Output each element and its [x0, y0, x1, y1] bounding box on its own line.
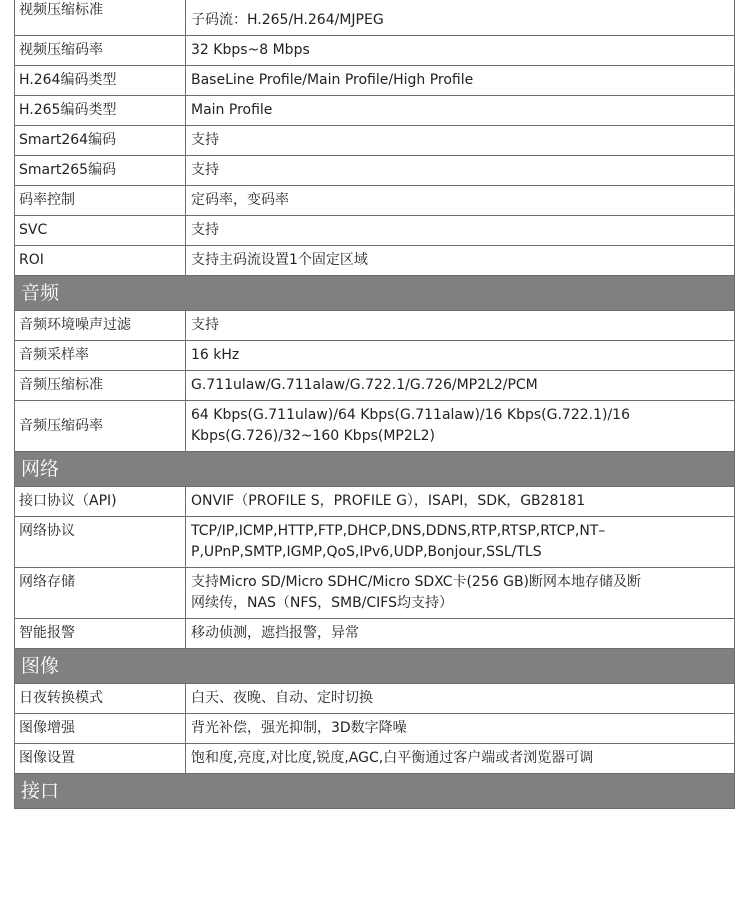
spec-row — [15, 186, 735, 216]
spec-value-line: 定码率，变码率 — [191, 192, 289, 208]
spec-value — [186, 714, 735, 744]
spec-row — [15, 517, 735, 568]
spec-key: 接口协议（API) — [15, 487, 186, 517]
spec-value — [186, 401, 735, 452]
spec-value — [186, 311, 735, 341]
spec-row — [15, 619, 735, 649]
spec-row — [15, 714, 735, 744]
spec-value — [186, 126, 735, 156]
spec-value-line: P,UPnP,SMTP,IGMP,QoS,IPv6,UDP,Bonjour,SSL/TLS — [191, 544, 542, 560]
spec-row — [15, 126, 735, 156]
spec-value — [186, 216, 735, 246]
spec-value — [186, 156, 735, 186]
spec-key: 网络协议 — [15, 517, 186, 568]
spec-value — [186, 66, 735, 96]
spec-row — [15, 96, 735, 126]
spec-key: Smart265编码 — [15, 156, 186, 186]
spec-row — [15, 684, 735, 714]
spec-value — [186, 517, 735, 568]
spec-row — [15, 156, 735, 186]
spec-row — [15, 0, 735, 36]
spec-key: 码率控制 — [15, 186, 186, 216]
spec-value-line: 64 Kbps(G.711ulaw)/64 Kbps(G.711alaw)/16 Kbps(G.722.1)/16 — [191, 407, 630, 423]
spec-row — [15, 401, 735, 452]
spec-key: H.265编码类型 — [15, 96, 186, 126]
spec-value — [186, 619, 735, 649]
spec-key: 音频压缩标准 — [15, 371, 186, 401]
spec-value-line: 白天、夜晚、自动、定时切换 — [191, 690, 373, 706]
spec-key: 图像增强 — [15, 714, 186, 744]
spec-key: 音频环境噪声过滤 — [15, 311, 186, 341]
spec-row — [15, 246, 735, 276]
spec-table — [14, 0, 735, 809]
spec-key: SVC — [15, 216, 186, 246]
spec-value — [186, 341, 735, 371]
section-header-row — [15, 774, 735, 809]
spec-value — [186, 371, 735, 401]
spec-value — [186, 36, 735, 66]
spec-value — [186, 568, 735, 619]
spec-value — [186, 0, 735, 36]
spec-key: 日夜转换模式 — [15, 684, 186, 714]
spec-value — [186, 186, 735, 216]
spec-value-line: 16 kHz — [191, 347, 240, 363]
spec-value-line: 背光补偿，强光抑制，3D数字降噪 — [191, 720, 407, 736]
spec-value-line: 支持 — [191, 132, 219, 148]
spec-value — [186, 744, 735, 774]
spec-key: 网络存储 — [15, 568, 186, 619]
section-header-row — [15, 452, 735, 487]
spec-value — [186, 684, 735, 714]
spec-value-line: Kbps(G.726)/32~160 Kbps(MP2L2) — [191, 428, 435, 444]
spec-value-line: 支持主码流设置1个固定区域 — [191, 252, 368, 268]
section-title: 图像 — [15, 649, 735, 684]
spec-row — [15, 487, 735, 517]
spec-value-line — [191, 0, 729, 10]
spec-value-line: 支持 — [191, 162, 219, 178]
spec-value — [186, 246, 735, 276]
section-title: 音频 — [15, 276, 735, 311]
spec-value-line: G.711ulaw/G.711alaw/G.722.1/G.726/MP2L2/PCM — [191, 377, 538, 393]
spec-value — [186, 96, 735, 126]
section-header-row — [15, 276, 735, 311]
section-header-row — [15, 649, 735, 684]
spec-row — [15, 341, 735, 371]
spec-key: 图像设置 — [15, 744, 186, 774]
spec-row — [15, 371, 735, 401]
section-title: 接口 — [15, 774, 735, 809]
spec-key: ROI — [15, 246, 186, 276]
spec-value-line: 支持 — [191, 222, 219, 238]
spec-row — [15, 311, 735, 341]
spec-value-line: 子码流：H.265/H.264/MJPEG — [191, 12, 384, 28]
spec-row — [15, 216, 735, 246]
spec-value-line: 移动侦测，遮挡报警，异常 — [191, 625, 359, 641]
spec-value-line: BaseLine Profile/Main Profile/High Profile — [191, 72, 474, 88]
spec-row — [15, 568, 735, 619]
spec-row — [15, 744, 735, 774]
spec-value-line: TCP/IP,ICMP,HTTP,FTP,DHCP,DNS,DDNS,RTP,RTSP,RTCP,NT– — [191, 523, 606, 539]
spec-row — [15, 36, 735, 66]
spec-key: 音频采样率 — [15, 341, 186, 371]
spec-key: Smart264编码 — [15, 126, 186, 156]
spec-row — [15, 66, 735, 96]
spec-value-line: Main Profile — [191, 102, 273, 118]
spec-value — [186, 487, 735, 517]
spec-value-line: ONVIF（PROFILE S，PROFILE G），ISAPI，SDK，GB28181 — [191, 493, 586, 509]
spec-key: 音频压缩码率 — [15, 401, 186, 452]
spec-key: H.264编码类型 — [15, 66, 186, 96]
spec-value-line: 支持 — [191, 317, 219, 333]
section-title: 网络 — [15, 452, 735, 487]
spec-key: 视频压缩标准 — [15, 0, 186, 36]
spec-key: 视频压缩码率 — [15, 36, 186, 66]
spec-value-line: 支持Micro SD/Micro SDHC/Micro SDXC卡(256 GB)断网本地存储及断 — [191, 574, 642, 590]
spec-value-line: 饱和度,亮度,对比度,锐度,AGC,白平衡通过客户端或者浏览器可调 — [191, 750, 594, 766]
spec-value-line: 32 Kbps~8 Mbps — [191, 42, 310, 58]
spec-key: 智能报警 — [15, 619, 186, 649]
spec-value-line: 网续传，NAS（NFS，SMB/CIFS均支持） — [191, 595, 453, 611]
